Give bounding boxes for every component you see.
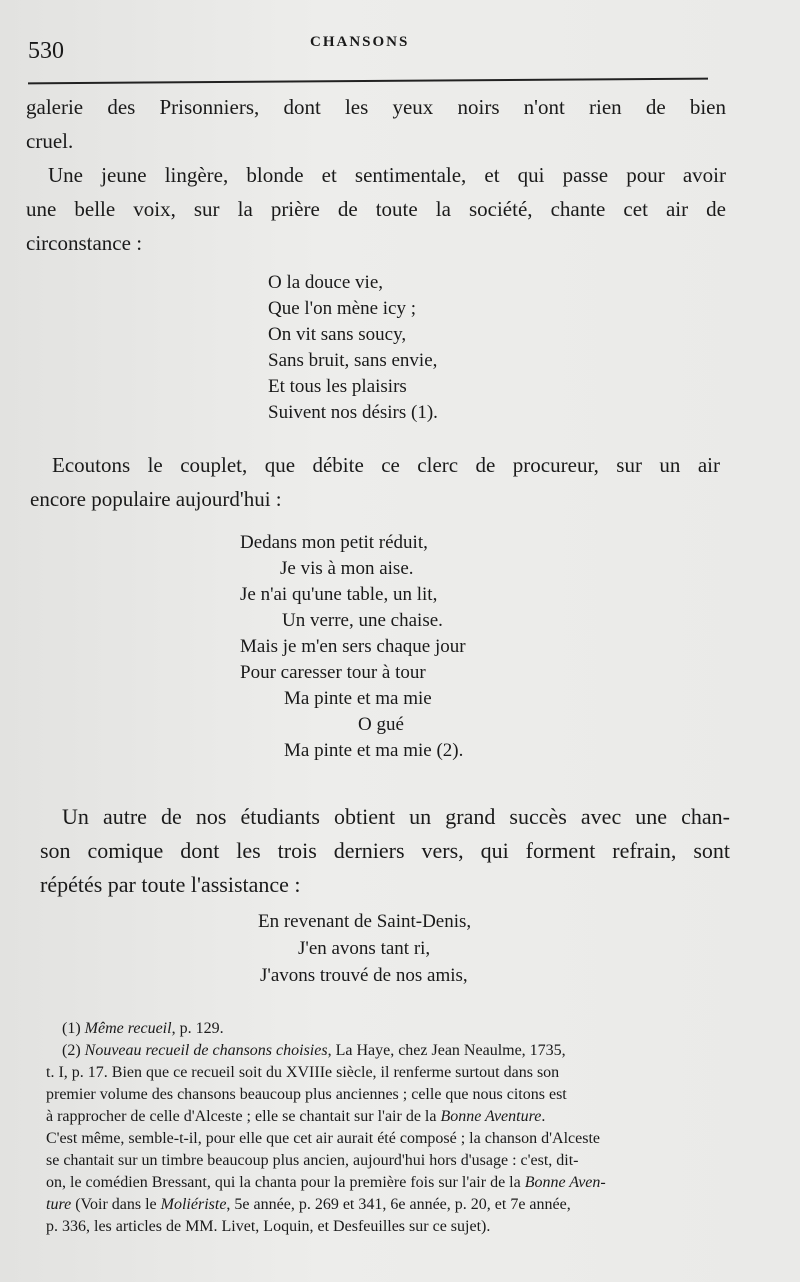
footnote-text: on, le comédien Bressant, qui la chanta pour la première fois sur l'air de la <box>46 1174 525 1191</box>
running-head: CHANSONS <box>310 34 410 50</box>
header-rule <box>28 78 708 85</box>
verse-line: Que l'on mène icy ; <box>268 298 416 319</box>
footnote-text: (Voir dans le <box>71 1196 161 1213</box>
verse-line: J'en avons tant ri, <box>298 938 431 959</box>
verse-line: O gué <box>358 714 404 735</box>
footnote-italic: Moliériste <box>160 1196 227 1213</box>
verse-line: Je vis à mon aise. <box>280 558 414 579</box>
footnote-line <box>46 1194 736 1216</box>
paragraph-line: encore populaire aujourd'hui : <box>30 487 282 511</box>
footnote-number: (2) <box>62 1042 81 1059</box>
verse-line: Sans bruit, sans envie, <box>268 350 438 371</box>
footnote-italic: Bonne Aven- <box>524 1174 606 1191</box>
verse-1 <box>268 270 438 426</box>
verse-2 <box>240 530 466 764</box>
verse-line: Suivent nos désirs (1). <box>268 402 438 423</box>
verse-line: On vit sans soucy, <box>268 324 407 345</box>
verse-line: Je n'ai qu'une table, un lit, <box>240 584 438 605</box>
page-number: 530 <box>28 38 64 64</box>
footnote-text: . <box>541 1108 546 1125</box>
footnote-line <box>46 1106 736 1128</box>
paragraph-line: Un autre de nos étudiants obtient un grand succès avec une chan- <box>62 804 730 829</box>
paragraph-4 <box>40 800 730 902</box>
footnote-italic: ture <box>46 1196 72 1213</box>
page-header <box>0 30 800 90</box>
verse-line: Pour caresser tour à tour <box>240 662 426 683</box>
paragraph-1 <box>26 90 726 158</box>
paragraph-line: répétés par toute l'assistance : <box>40 872 301 897</box>
verse-line: En revenant de Saint-Denis, <box>258 911 472 932</box>
footnote-line: premier volume des chansons beaucoup plus anciennes ; celle que nous citons est <box>46 1086 567 1103</box>
verse-line: Mais je m'en sers chaque jour <box>240 636 466 657</box>
footnote-2 <box>46 1040 736 1238</box>
footnote-line: p. 336, les articles de MM. Livet, Loquin, et Desfeuilles sur ce sujet). <box>46 1218 491 1235</box>
footnote-text: à rapprocher de celle d'Alceste ; elle se chantait sur l'air de la <box>46 1108 441 1125</box>
footnote-line: se chantait sur un timbre beaucoup plus ancien, aujourd'hui hors d'usage : c'est, dit- <box>46 1152 579 1169</box>
footnote-source-title: Même recueil <box>84 1020 172 1037</box>
footnote-text: , La Haye, chez Jean Neaulme, 1735, <box>327 1042 566 1059</box>
footnotes <box>46 1018 736 1238</box>
paragraph-2 <box>26 158 726 260</box>
paragraph-line: Ecoutons le couplet, que débite ce clerc de procureur, sur un air <box>52 453 720 477</box>
footnote-italic: Bonne Aventure <box>440 1108 542 1125</box>
paragraph-line: cruel. <box>26 129 74 153</box>
verse-line: Et tous les plaisirs <box>268 376 407 397</box>
paragraph-line: circonstance : <box>26 231 143 255</box>
footnote-line: t. I, p. 17. Bien que ce recueil soit du XVIIIe siècle, il renferme surtout dans son <box>46 1064 560 1081</box>
paragraph-line: galerie des Prisonniers, dont les yeux noirs n'ont rien de bien <box>26 95 726 119</box>
verse-line: J'avons trouvé de nos amis, <box>260 965 468 986</box>
footnote-line <box>46 1172 736 1194</box>
verse-line: Ma pinte et ma mie (2). <box>284 740 464 761</box>
verse-line: O la douce vie, <box>268 272 384 293</box>
verse-line: Un verre, une chaise. <box>282 610 443 631</box>
paragraph-line: Une jeune lingère, blonde et sentimentale, et qui passe pour avoir <box>48 163 726 187</box>
footnote-number: (1) <box>62 1020 81 1037</box>
footnote-1 <box>46 1018 736 1040</box>
paragraph-line: une belle voix, sur la prière de toute la société, chante cet air de <box>26 197 726 221</box>
paragraph-line: son comique dont les trois derniers vers, qui forment refrain, sont <box>40 838 730 863</box>
footnote-text: , 5e année, p. 269 et 341, 6e année, p. 20, et 7e année, <box>226 1196 571 1213</box>
paragraph-3 <box>30 448 720 516</box>
footnote-line <box>46 1040 736 1062</box>
verse-line: Ma pinte et ma mie <box>284 688 432 709</box>
footnote-source-title: Nouveau recueil de chansons choisies <box>84 1042 328 1059</box>
footnote-text: , p. 129. <box>171 1020 224 1037</box>
verse-line: Dedans mon petit réduit, <box>240 532 428 553</box>
verse-3 <box>258 908 471 989</box>
footnote-line: C'est même, semble-t-il, pour elle que cet air aurait été composé ; la chanson d'Alceste <box>46 1130 601 1147</box>
